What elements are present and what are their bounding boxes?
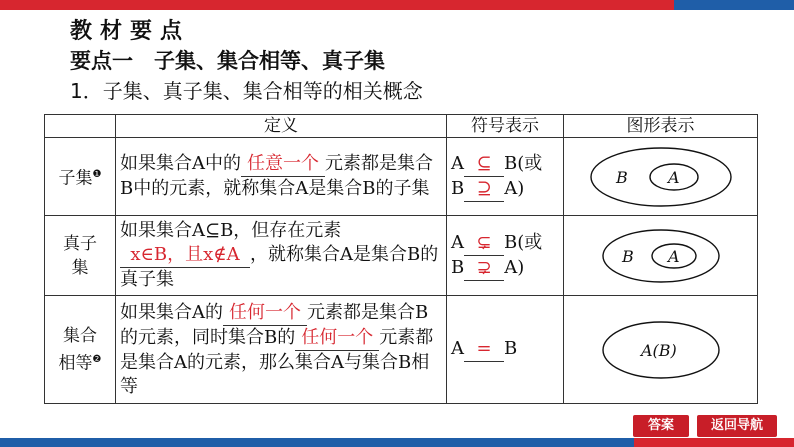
sub-heading: 1．子集、真子集、集合相等的相关概念 (70, 79, 423, 103)
bottom-decor-bar (0, 438, 794, 447)
symbol-proper-subset: A ⊊ B(或 B ⊋ A) (447, 216, 564, 296)
venn-label-inner: A (667, 167, 680, 187)
venn-label-equal: A(B) (640, 340, 677, 360)
symbol-equal-sets: A = B (447, 296, 564, 404)
diagram-proper-subset (564, 216, 758, 296)
answer-blank: ⊇ (464, 177, 504, 202)
page-heading: 教材要点 (70, 19, 191, 44)
header-cell-empty (45, 115, 116, 138)
definition-proper-subset: 如果集合A⊆B，但存在元素x∈B，且x∉A ，就称集合A是集合B的真子集 (116, 216, 447, 296)
concept-table (44, 114, 758, 404)
answer-blank: ⊋ (464, 256, 504, 281)
row-label-subset: 子集$^❶$ (45, 138, 116, 216)
header-definition: 定义 (116, 115, 447, 138)
header-diagram: 图形表示 (564, 115, 758, 138)
section-title: 要点一 子集、集合相等、真子集 (70, 49, 385, 73)
table-header-row (45, 115, 758, 138)
symbol-subset: A ⊆ B(或 B ⊇ A) (447, 138, 564, 216)
answer-blank: ⊆ (464, 152, 504, 177)
answer-blank: ⊊ (464, 231, 504, 256)
answer-blank: 任何一个 (223, 301, 307, 326)
table-row-subset (45, 138, 758, 216)
answer-button[interactable]: 答案 (633, 415, 689, 437)
footnote-marker-1: ❶ (92, 168, 102, 180)
footnote-marker-2: ❷ (92, 353, 102, 365)
row-label-equal-sets: 集合 相等$^❷$ (45, 296, 116, 404)
venn-label-inner: A (667, 246, 680, 266)
definition-subset: 如果集合A中的 任意一个 元素都是集合B中的元素，就称集合A是集合B的子集 (116, 138, 447, 216)
venn-equal-diagram (596, 318, 726, 382)
diagram-subset (564, 138, 758, 216)
venn-proper-subset-diagram (596, 226, 726, 286)
row-label-proper-subset: 真子 集 (45, 216, 116, 296)
top-decor-bar (0, 0, 794, 10)
answer-blank: 任何一个 (295, 326, 379, 351)
venn-label-outer: B (615, 167, 628, 187)
venn-subset-diagram (586, 145, 736, 209)
header-symbol: 符号表示 (447, 115, 564, 138)
diagram-equal-sets (564, 296, 758, 404)
back-navigation-button[interactable]: 返回导航 (697, 415, 777, 437)
answer-blank: x∈B，且x∉A (120, 243, 250, 268)
table-row-equal-sets (45, 296, 758, 404)
answer-blank: 任意一个 (241, 152, 325, 177)
definition-equal-sets: 如果集合A的 任何一个 元素都是集合B的元素，同时集合B的 任何一个 元素都是集合A的元素，那么集合A与集合B相等 (116, 296, 447, 404)
answer-blank: = (464, 337, 504, 362)
table-row-proper-subset (45, 216, 758, 296)
venn-label-outer: B (621, 246, 634, 266)
